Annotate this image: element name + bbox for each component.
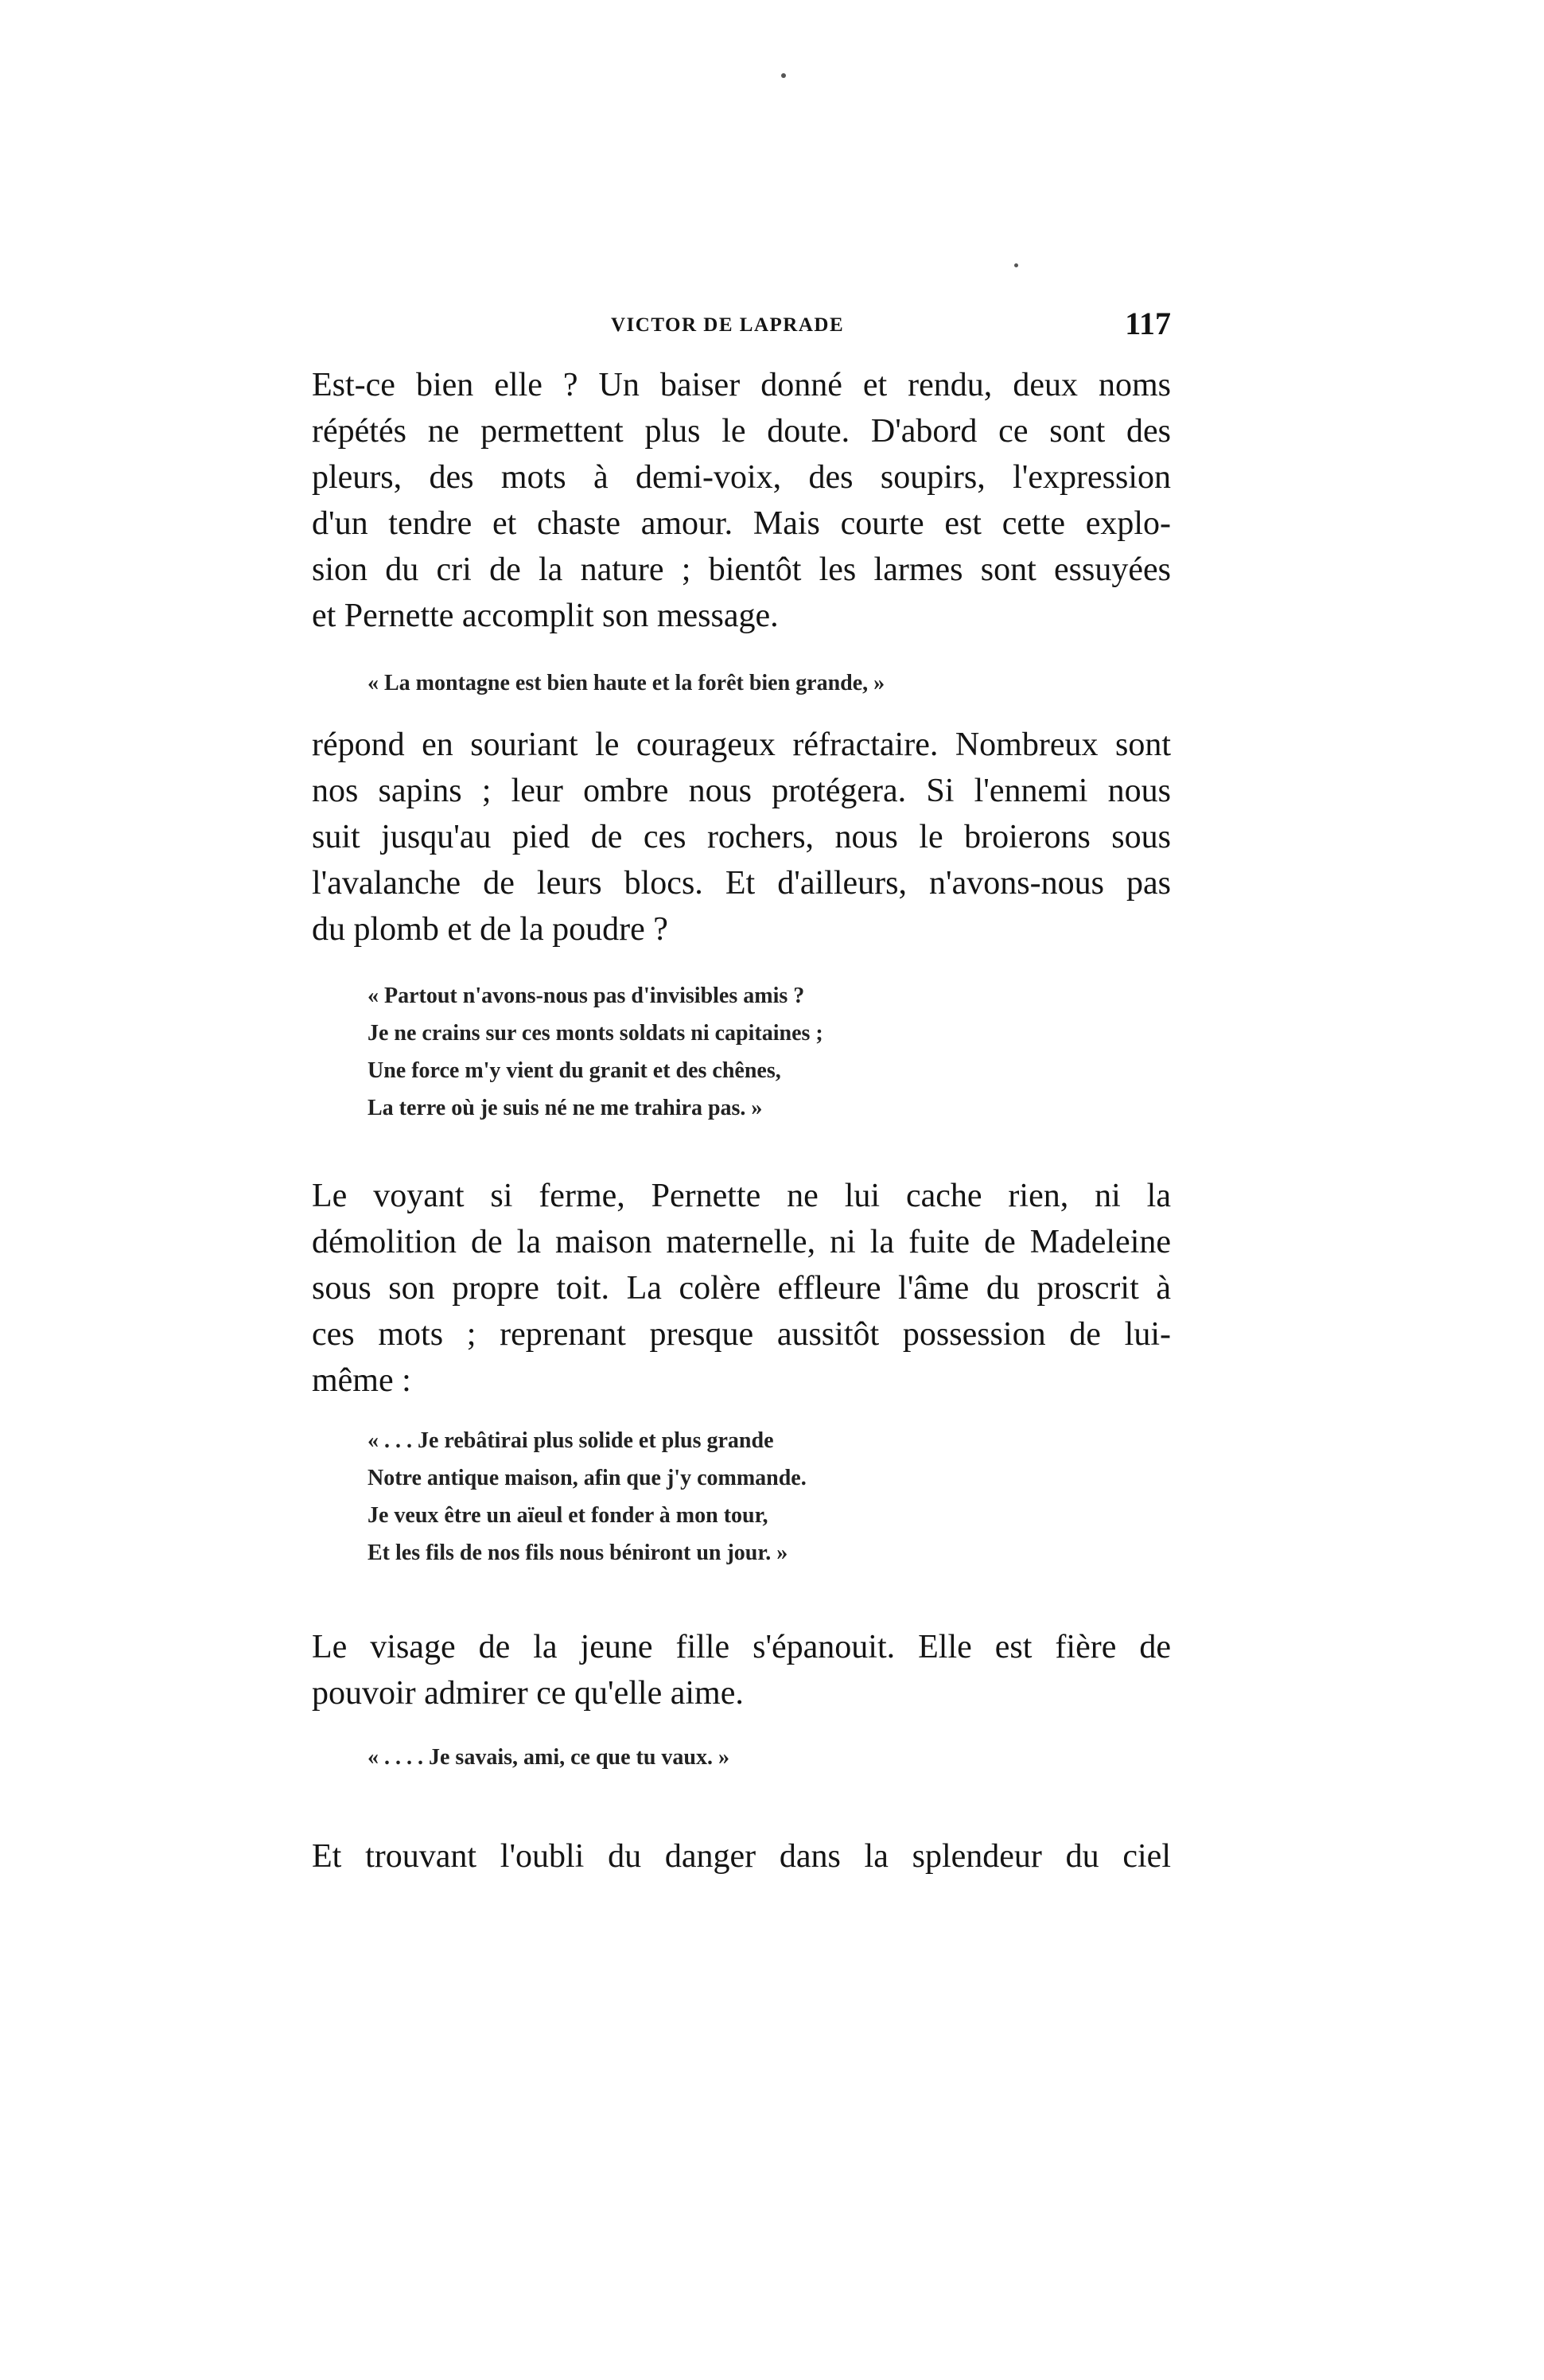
text-line: et Pernette accomplit son message. bbox=[312, 598, 779, 634]
text-line: répétés ne permettent plus le doute. D'abord ce sont des bbox=[312, 413, 1171, 450]
verse-line: « La montagne est bien haute et la forêt bien grande, » bbox=[368, 671, 885, 695]
text-line: ces mots ; reprenant presque aussitôt possession de lui- bbox=[312, 1316, 1171, 1353]
text-line: répond en souriant le courageux réfractaire. Nombreux sont bbox=[312, 726, 1171, 763]
text-line: sous son propre toit. La colère effleure l'âme du proscrit à bbox=[312, 1270, 1171, 1307]
text-line: même : bbox=[312, 1362, 411, 1399]
page-header bbox=[312, 305, 1171, 353]
paragraph-2 bbox=[312, 722, 1171, 952]
text-line: Est-ce bien elle ? Un baiser donné et rendu, deux noms bbox=[312, 367, 1171, 403]
ink-speck bbox=[781, 73, 786, 78]
verse-line: « . . . . Je savais, ami, ce que tu vaux. » bbox=[368, 1745, 729, 1770]
verse-line: Je veux être un aïeul et fonder à mon tour, bbox=[368, 1503, 768, 1528]
verse-line: Je ne crains sur ces monts soldats ni capitaines ; bbox=[368, 1021, 823, 1046]
verse-line: Notre antique maison, afin que j'y commande. bbox=[368, 1466, 807, 1490]
ink-speck bbox=[1014, 263, 1018, 267]
text-line: Le voyant si ferme, Pernette ne lui cache rien, ni la bbox=[312, 1178, 1171, 1214]
page-number: 117 bbox=[1125, 306, 1171, 341]
text-line: suit jusqu'au pied de ces rochers, nous le broierons sous bbox=[312, 819, 1171, 855]
verse-quote-3 bbox=[368, 1422, 1227, 1572]
paragraph-4 bbox=[312, 1624, 1171, 1716]
running-head: VICTOR DE LAPRADE bbox=[611, 314, 845, 336]
text-line: Le visage de la jeune fille s'épanouit. Elle est fière de bbox=[312, 1629, 1171, 1665]
text-line: nos sapins ; leur ombre nous protégera. Si l'ennemi nous bbox=[312, 773, 1171, 809]
text-line: l'avalanche de leurs blocs. Et d'ailleurs, n'avons-nous pas bbox=[312, 865, 1171, 902]
text-line: d'un tendre et chaste amour. Mais courte est cette explo- bbox=[312, 505, 1171, 542]
verse-line: « Partout n'avons-nous pas d'invisibles amis ? bbox=[368, 984, 805, 1008]
verse-quote-2 bbox=[368, 977, 1227, 1127]
paragraph-1 bbox=[312, 362, 1171, 639]
verse-line: Une force m'y vient du granit et des chênes, bbox=[368, 1058, 781, 1083]
text-line: démolition de la maison maternelle, ni la fuite de Madeleine bbox=[312, 1224, 1171, 1260]
paragraph-5 bbox=[312, 1833, 1171, 1879]
verse-quote-4 bbox=[368, 1739, 1227, 1776]
verse-line: « . . . Je rebâtirai plus solide et plus grande bbox=[368, 1428, 774, 1453]
paragraph-3 bbox=[312, 1173, 1171, 1404]
text-line: du plomb et de la poudre ? bbox=[312, 911, 668, 948]
text-line: sion du cri de la nature ; bientôt les larmes sont essuyées bbox=[312, 551, 1171, 588]
verse-line: Et les fils de nos fils nous béniront un jour. » bbox=[368, 1541, 788, 1565]
text-line: pouvoir admirer ce qu'elle aime. bbox=[312, 1675, 744, 1712]
text-line: pleurs, des mots à demi-voix, des soupirs, l'expression bbox=[312, 459, 1171, 496]
verse-line: La terre où je suis né ne me trahira pas. » bbox=[368, 1096, 763, 1120]
verse-quote-1 bbox=[368, 664, 1227, 702]
text-line: Et trouvant l'oubli du danger dans la splendeur du ciel bbox=[312, 1838, 1171, 1875]
